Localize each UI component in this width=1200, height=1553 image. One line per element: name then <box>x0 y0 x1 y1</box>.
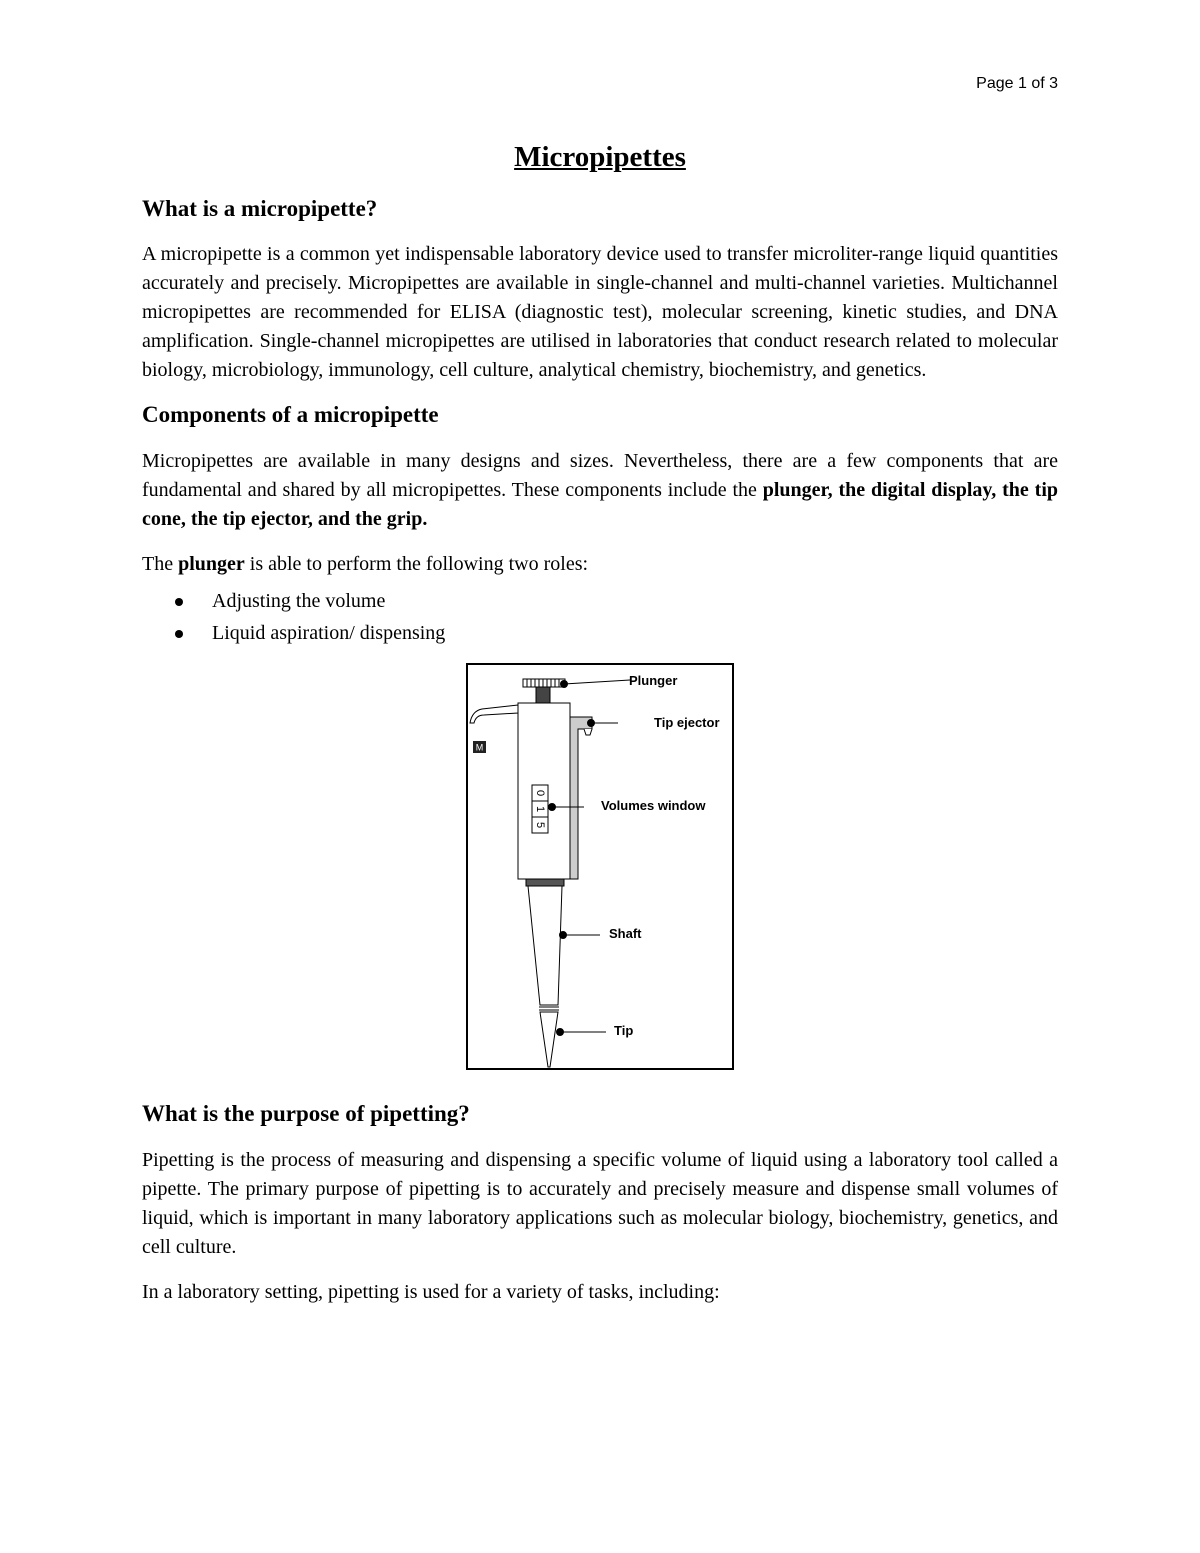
document-body <box>142 140 1058 1323</box>
label-tip: Tip <box>614 1022 634 1038</box>
components-text: Micropipettes are available in many designs and sizes. Nevertheless, there are a few components that are fundamental and shared by all micropipettes. These components include the <box>142 449 1058 501</box>
tip-ejector-button <box>584 729 592 735</box>
page-title: Micropipettes <box>514 141 686 173</box>
page-number: Page 1 of 3 <box>976 75 1058 92</box>
section-paragraph-components <box>142 447 1058 534</box>
display-digit: 0 <box>534 789 547 797</box>
section-paragraph-what-is: A micropipette is a common yet indispensable laboratory device used to transfer microliter-range liquid quantities accurately and precisely. Micropipettes are available in single-channel and multi-channel varieties. Multichannel micropipettes are recommended for ELISA (diagnostic test), molecular screening, kinetic studies, and DNA amplification. Single-channel micropipettes are utilised in laboratories that conduct research related to molecular biology, microbiology, immunology, cell culture, analytical chemistry, biochemistry, and genetics. <box>142 243 1058 382</box>
list-item: Adjusting the volume <box>142 585 1058 617</box>
section-heading-what-is: What is a micropipette? <box>142 195 378 221</box>
section-heading-components: Components of a micropipette <box>142 402 439 428</box>
plunger-roles-intro <box>142 550 1058 579</box>
section-heading-purpose: What is the purpose of pipetting? <box>142 1100 470 1126</box>
components-list-bold: plunger, the digital display, the tip cone, the tip ejector, and the grip. <box>142 478 1059 530</box>
label-volumes-window: Volumes window <box>601 797 706 813</box>
plunger-roles-list <box>142 585 1058 649</box>
shaft <box>528 886 562 1005</box>
finger-hook <box>470 705 518 723</box>
tip-ejector-arm <box>570 717 592 879</box>
plunger-term: plunger <box>178 552 245 575</box>
tip-cone-band <box>526 879 564 886</box>
label-plunger: Plunger <box>629 672 678 688</box>
display-digit: 1 <box>534 805 547 813</box>
figure-container <box>142 663 1058 1070</box>
label-shaft: Shaft <box>609 925 642 941</box>
plunger-post: is able to perform the following two roles: <box>244 552 589 575</box>
list-item: Liquid aspiration/ dispensing <box>142 617 1058 649</box>
display-digit: 5 <box>534 821 547 829</box>
micropipette-diagram <box>466 663 734 1070</box>
badge-text: M <box>475 742 484 753</box>
plunger-stem <box>536 687 550 703</box>
label-tip-ejector: Tip ejector <box>654 714 720 730</box>
micropipette-illustration <box>468 665 732 1068</box>
plunger-pre: The <box>142 552 179 575</box>
section-paragraph-purpose: Pipetting is the process of measuring and dispensing a specific volume of liquid using a laboratory tool called a pipette. The primary purpose of pipetting is to accurately and precisely measure and dispense small volumes of liquid, which is important in many laboratory applications such as molecular biology, biochemistry, genetics, and cell culture. <box>142 1148 1058 1258</box>
section-paragraph-tasks: In a laboratory setting, pipetting is used for a variety of tasks, including: <box>142 1280 720 1303</box>
tip <box>540 1012 558 1067</box>
